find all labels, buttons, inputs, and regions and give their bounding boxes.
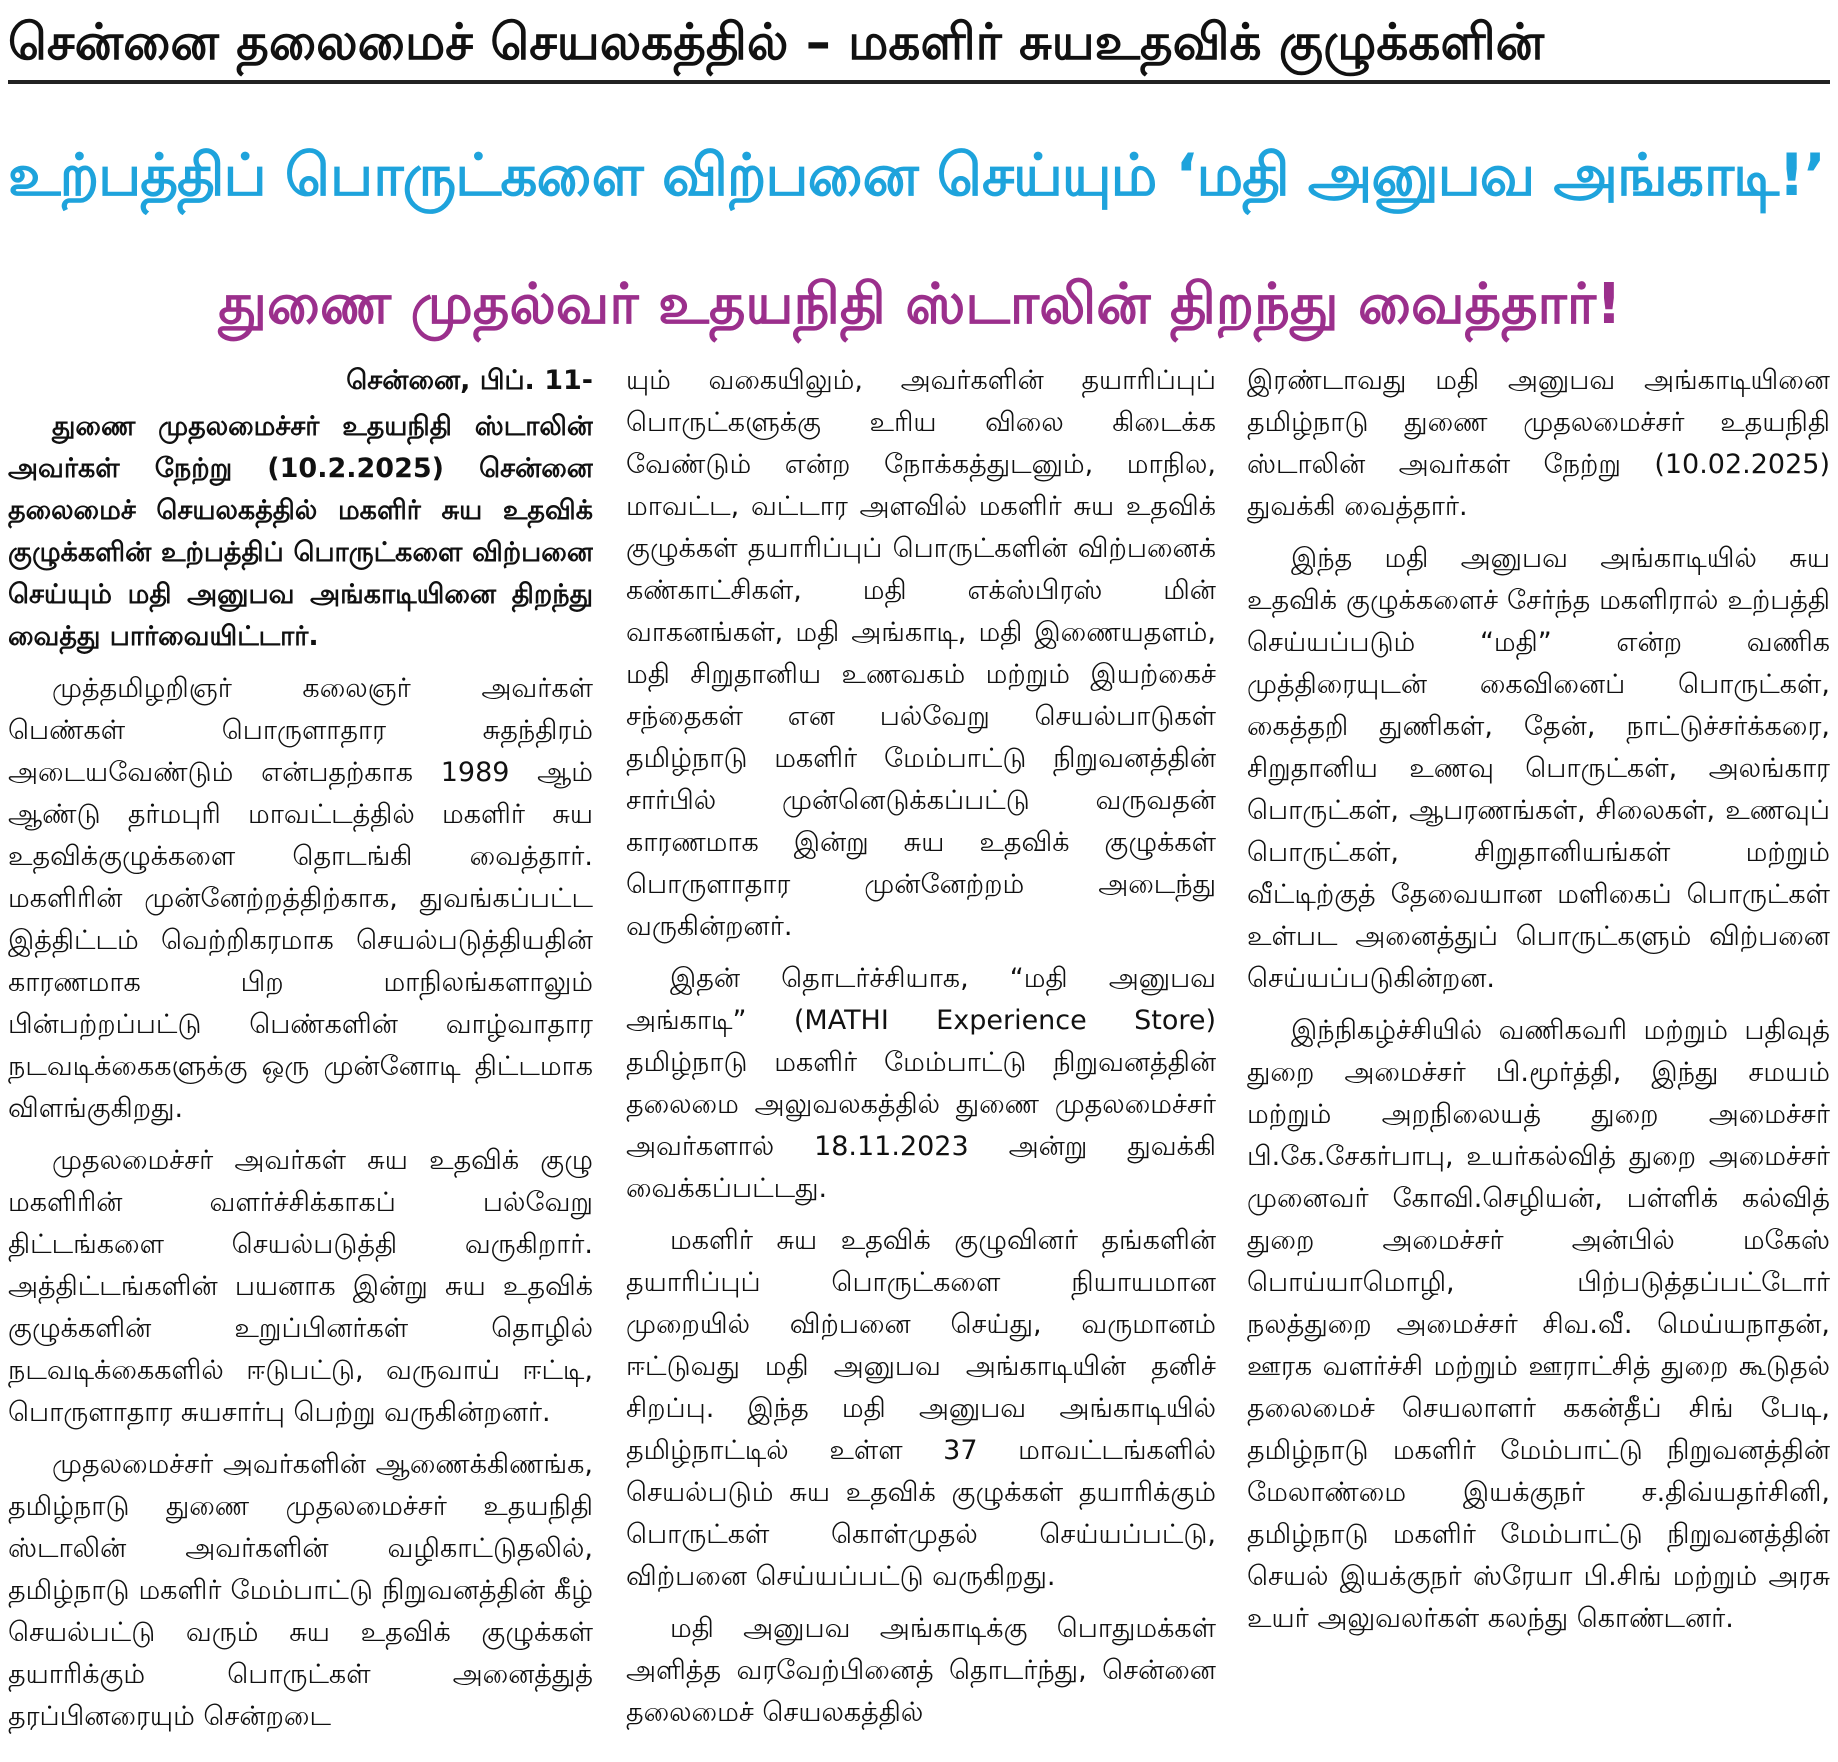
body-paragraph: இரண்டாவது மதி அனுபவ அங்காடியினை தமிழ்நாடு துணை முதலமைச்சர் உதயநிதி ஸ்டாலின் அவர்கள் நேற்று (10.02.2025) துவக்கி வைத்தார்.: [1247, 365, 1830, 522]
article-column-2: [626, 360, 1216, 1755]
heading-divider: [8, 80, 1830, 84]
body-paragraph: முதலமைச்சர் அவர்களின் ஆணைக்கிணங்க, தமிழ்நாடு துணை முதலமைச்சர் உதயநிதி ஸ்டாலின் அவர்களின் வழிகாட்டுதலில், தமிழ்நாடு மகளிர் மேம்பாட்டு நிறுவனத்தின் கீழ் செயல்பட்டு வரும் சுய உதவிக் குழுக்கள் தயாரிக்கும் பொருட்கள் அனைத்துத் தரப்பினரையும் சென்றடை: [8, 1449, 593, 1732]
body-paragraph: யும் வகையிலும், அவர்களின் தயாரிப்புப் பொருட்களுக்கு உரிய விலை கிடைக்க வேண்டும் என்ற நோக்கத்துடனும், மாநில, மாவட்ட, வட்டார அளவில் மகளிர் சுய உதவிக் குழுக்கள் தயாரிப்புப் பொருட்களின் விற்பனைக் கண்காட்சிகள், மதி எக்ஸ்பிரஸ் மின் வாகனங்கள், மதி அங்காடி, மதி இணையதளம், மதி சிறுதானிய உணவகம் மற்றும் இயற்கைச் சந்தைகள் என பல்வேறு செயல்பாடுகள் தமிழ்நாடு மகளிர் மேம்பாட்டு நிறுவனத்தின் சார்பில் முன்னெடுக்கப்பட்டு வருவதன் காரணமாக இன்று சுய உதவிக் குழுக்கள் பொருளாதார முன்னேற்றம் அடைந்து வருகின்றனர்.: [626, 365, 1216, 942]
main-headline: உற்பத்திப் பொருட்களை விற்பனை செய்யும் ‘மதி அனுபவ அங்காடி!’: [8, 141, 1825, 209]
lead-paragraph: துணை முதலமைச்சர் உதயநிதி ஸ்டாலின் அவர்கள் நேற்று (10.2.2025) சென்னை தலைமைச் செயலகத்தில் மகளிர் சுய உதவிக் குழுக்களின் உற்பத்திப் பொருட்களை விற்பனை செய்யும் மதி அனுபவ அங்காடியினை திறந்து வைத்து பார்வையிட்டார்.: [8, 411, 593, 652]
body-paragraph: இதன் தொடர்ச்சியாக, “மதி அனுபவ அங்காடி” (MATHI Experience Store) தமிழ்நாடு மகளிர் மேம்பாட்டு நிறுவனத்தின் தலைமை அலுவலகத்தில் துணை முதலமைச்சர் அவர்களால் 18.11.2023 அன்று துவக்கி வைக்கப்பட்டது.: [626, 963, 1216, 1204]
kicker-heading: சென்னை தலைமைச் செயலகத்தில் – மகளிர் சுயஉதவிக் குழுக்களின்: [8, 13, 1545, 71]
dateline: சென்னை, பிப். 11-: [346, 365, 593, 396]
sub-headline: துணை முதல்வர் உதயநிதி ஸ்டாலின் திறந்து வைத்தார்!: [218, 272, 1622, 337]
body-paragraph: இந்நிகழ்ச்சியில் வணிகவரி மற்றும் பதிவுத் துறை அமைச்சர் பி.மூர்த்தி, இந்து சமயம் மற்றும் அறநிலையத் துறை அமைச்சர் பி.கே.சேகர்பாபு, உயர்கல்வித் துறை அமைச்சர் முனைவர் கோவி.செழியன், பள்ளிக் கல்வித் துறை அமைச்சர் அன்பில் மகேஸ் பொய்யாமொழி, பிற்படுத்தப்பட்டோர் நலத்துறை அமைச்சர் சிவ.வீ. மெய்யநாதன், ஊரக வளர்ச்சி மற்றும் ஊராட்சித் துறை கூடுதல் தலைமைச் செயலாளர் ககன்தீப் சிங் பேடி, தமிழ்நாடு மகளிர் மேம்பாட்டு நிறுவனத்தின் மேலாண்மை இயக்குநர் ச.திவ்யதர்சினி, தமிழ்நாடு மகளிர் மேம்பாட்டு நிறுவனத்தின் செயல் இயக்குநர் ஸ்ரேயா பி.சிங் மற்றும் அரசு உயர் அலுவலர்கள் கலந்து கொண்டனர்.: [1247, 1015, 1830, 1634]
body-paragraph: மகளிர் சுய உதவிக் குழுவினர் தங்களின் தயாரிப்புப் பொருட்களை நியாயமான முறையில் விற்பனை செய்து, வருமானம் ஈட்டுவது மதி அனுபவ அங்காடியின் தனிச் சிறப்பு. இந்த மதி அனுபவ அங்காடியில் தமிழ்நாட்டில் உள்ள 37 மாவட்டங்களில் செயல்படும் சுய உதவிக் குழுக்கள் தயாரிக்கும் பொருட்கள் கொள்முதல் செய்யப்பட்டு, விற்பனை செய்யப்பட்டு வருகிறது.: [626, 1225, 1216, 1592]
body-paragraph: முதலமைச்சர் அவர்கள் சுய உதவிக் குழு மகளிரின் வளர்ச்சிக்காகப் பல்வேறு திட்டங்களை செயல்படுத்தி வருகிறார். அத்திட்டங்களின் பயனாக இன்று சுய உதவிக் குழுக்களின் உறுப்பினர்கள் தொழில் நடவடிக்கைகளில் ஈடுபட்டு, வருவாய் ஈட்டி, பொருளாதார சுயசார்பு பெற்று வருகின்றனர்.: [8, 1145, 593, 1428]
body-paragraph: முத்தமிழறிஞர் கலைஞர் அவர்கள் பெண்கள் பொருளாதார சுதந்திரம் அடையவேண்டும் என்பதற்காக 1989 ஆம் ஆண்டு தர்மபுரி மாவட்டத்தில் மகளிர் சுய உதவிக்குழுக்களை தொடங்கி வைத்தார். மகளிரின் முன்னேற்றத்திற்காக, துவங்கப்பட்ட இத்திட்டம் வெற்றிகரமாக செயல்படுத்தியதின் காரணமாக பிற மாநிலங்களாலும் பின்பற்றப்பட்டு பெண்களின் வாழ்வாதார நடவடிக்கைகளுக்கு ஒரு முன்னோடி திட்டமாக விளங்குகிறது.: [8, 673, 593, 1124]
body-paragraph: இந்த மதி அனுபவ அங்காடியில் சுய உதவிக் குழுக்களைச் சேர்ந்த மகளிரால் உற்பத்தி செய்யப்படும் “மதி” என்ற வணிக முத்திரையுடன் கைவினைப் பொருட்கள், கைத்தறி துணிகள், தேன், நாட்டுச்சர்க்கரை, சிறுதானிய உணவு பொருட்கள், அலங்கார பொருட்கள், ஆபரணங்கள், சிலைகள், உணவுப் பொருட்கள், சிறுதானியங்கள் மற்றும் வீட்டிற்குத் தேவையான மளிகைப் பொருட்கள் உள்பட அனைத்துப் பொருட்களும் விற்பனை செய்யப்படுகின்றன.: [1247, 543, 1830, 994]
article-column-3: [1247, 360, 1830, 1755]
body-paragraph: மதி அனுபவ அங்காடிக்கு பொதுமக்கள் அளித்த வரவேற்பினைத் தொடர்ந்து, சென்னை தலைமைச் செயலகத்தில்: [626, 1613, 1216, 1728]
article-column-1: [8, 360, 593, 1755]
